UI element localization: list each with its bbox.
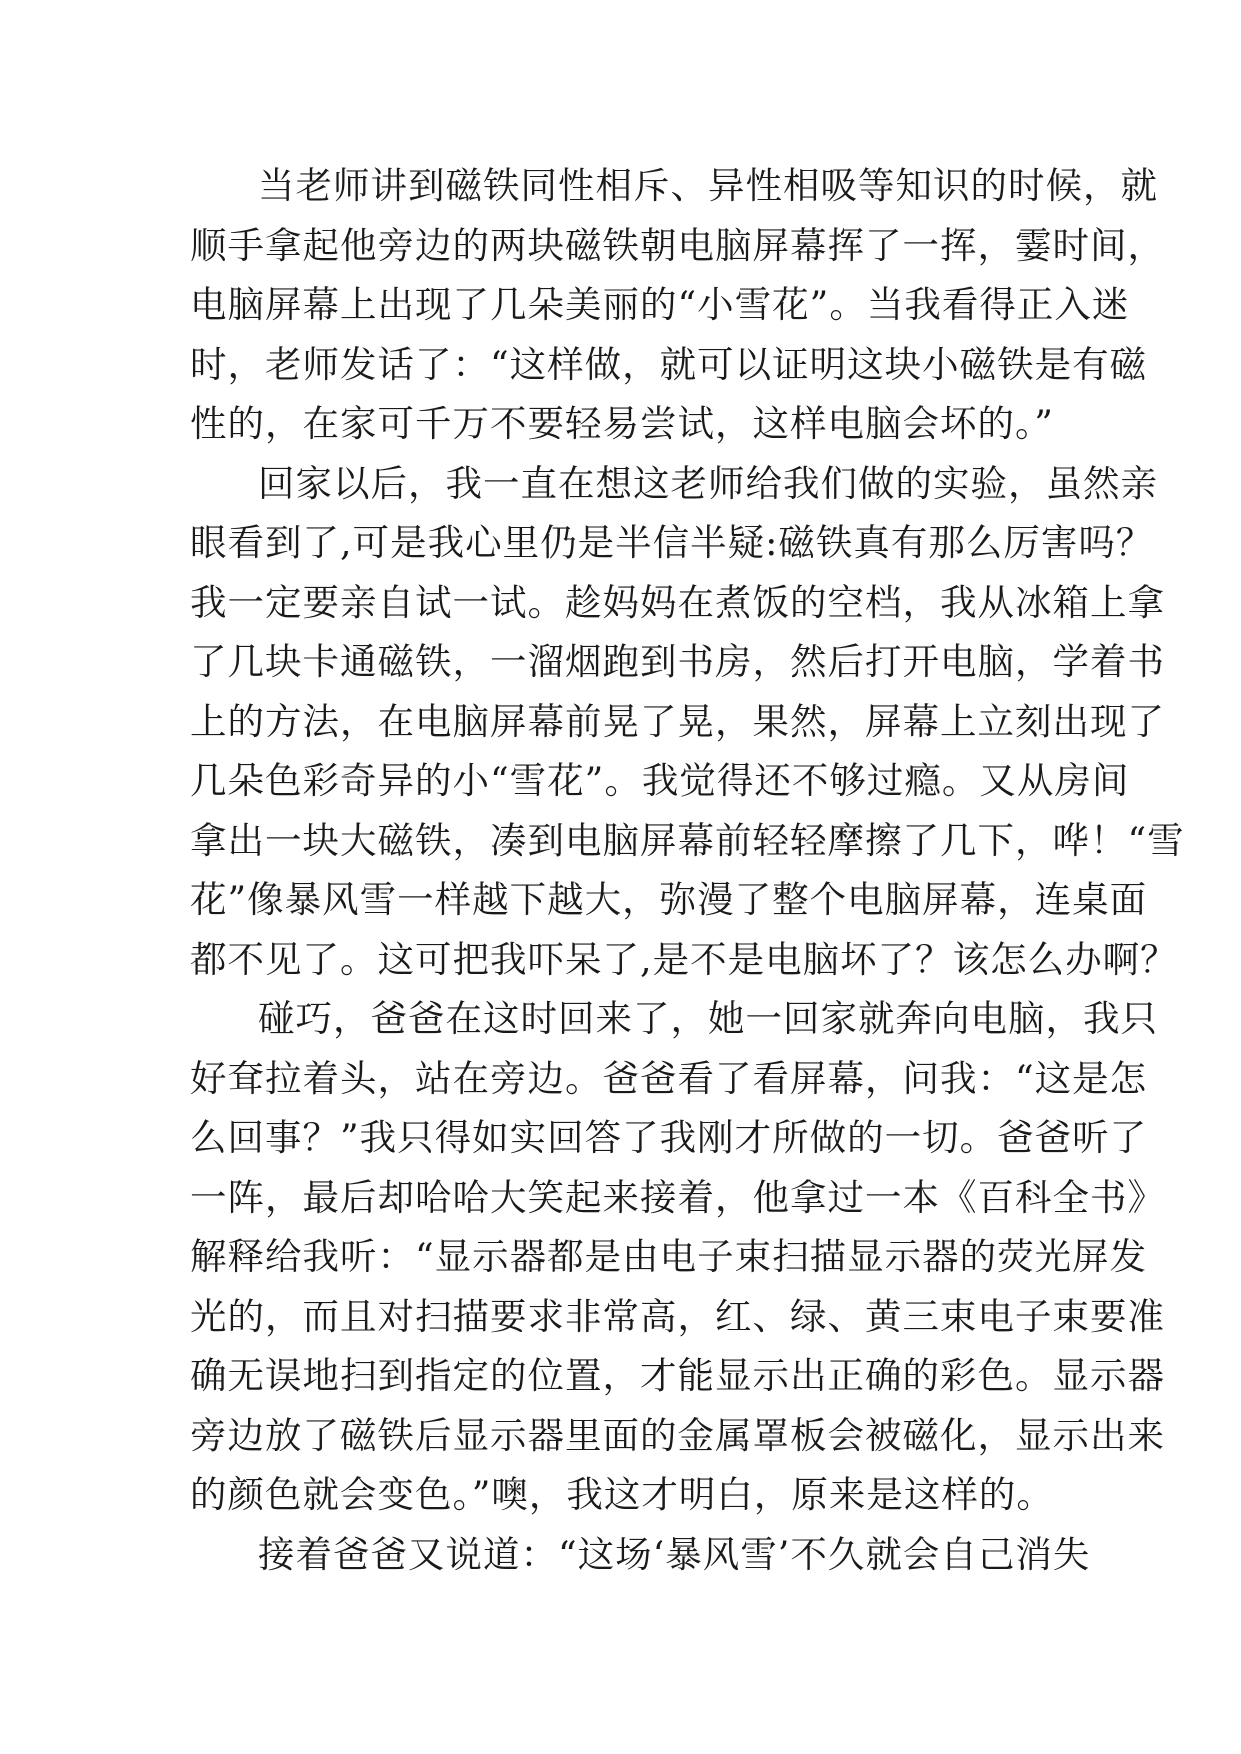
paragraph-line: 旁边放了磁铁后显示器里面的金属罩板会被磁化，显示出来 <box>190 1413 1165 1457</box>
paragraph-line: 了几块卡通磁铁，一溜烟跑到书房，然后打开电脑，学着书 <box>190 640 1165 683</box>
paragraph-line: 光的，而且对扫描要求非常高，红、绿、黄三束电子束要准 <box>190 1294 1165 1338</box>
paragraph-line: 好耷拉着头，站在旁边。爸爸看了看屏幕，问我：“这是怎 <box>190 1056 1148 1100</box>
paragraph-line: 性的，在家可千万不要轻易尝试，这样电脑会坏的。” <box>190 402 1054 445</box>
paragraph-line: 眼看到了,可是我心里仍是半信半疑:磁铁真有那么厉害吗？ <box>190 521 1154 564</box>
paragraph-line: 都不见了。这可把我吓呆了,是不是电脑坏了？该怎么办啊？ <box>190 937 1178 981</box>
paragraph-line: 碰巧，爸爸在这时回来了，她一回家就奔向电脑，我只 <box>258 997 1158 1040</box>
paragraph-line: 顺手拿起他旁边的两块磁铁朝电脑屏幕挥了一挥，霎时间， <box>190 223 1165 267</box>
paragraph-line: 花”像暴风雪一样越下越大，弥漫了整个电脑屏幕，连桌面 <box>190 878 1148 921</box>
paragraph-line: 几朵色彩奇异的小“雪花”。我觉得还不够过瘾。又从房间 <box>190 759 1130 802</box>
paragraph-line: 时，老师发话了：“这样做，就可以证明这块小磁铁是有磁 <box>190 342 1148 386</box>
paragraph-line: 么回事？”我只得如实回答了我刚才所做的一切。爸爸听了 <box>190 1116 1148 1159</box>
paragraph-line: 上的方法，在电脑屏幕前晃了晃，果然，屏幕上立刻出现了 <box>190 699 1165 743</box>
body-text <box>190 156 1185 1584</box>
paragraph-line: 拿出一块大磁铁，凑到电脑屏幕前轻轻摩擦了几下，哗！“雪 <box>190 818 1185 862</box>
paragraph-line: 的颜色就会变色。”噢，我这才明白，原来是这样的。 <box>190 1473 1054 1516</box>
paragraph-line: 当老师讲到磁铁同性相斥、异性相吸等知识的时候，就 <box>258 164 1158 207</box>
paragraph-line: 我一定要亲自试一试。趁妈妈在煮饭的空档，我从冰箱上拿 <box>190 580 1165 624</box>
paragraph-line: 解释给我听：“显示器都是由电子束扫描显示器的荧光屏发 <box>190 1235 1148 1278</box>
paragraph-line: 确无误地扫到指定的位置，才能显示出正确的彩色。显示器 <box>190 1354 1165 1397</box>
paragraph-line: 电脑屏幕上出现了几朵美丽的“小雪花”。当我看得正入迷 <box>190 283 1130 326</box>
paragraph-line: 回家以后，我一直在想这老师给我们做的实验，虽然亲 <box>258 461 1158 505</box>
paragraph-line: 接着爸爸又说道：“这场‘暴风雪’不久就会自己消失 <box>258 1532 1091 1576</box>
paragraph-line: 一阵，最后却哈哈大笑起来接着，他拿过一本《百科全书》 <box>190 1175 1165 1219</box>
